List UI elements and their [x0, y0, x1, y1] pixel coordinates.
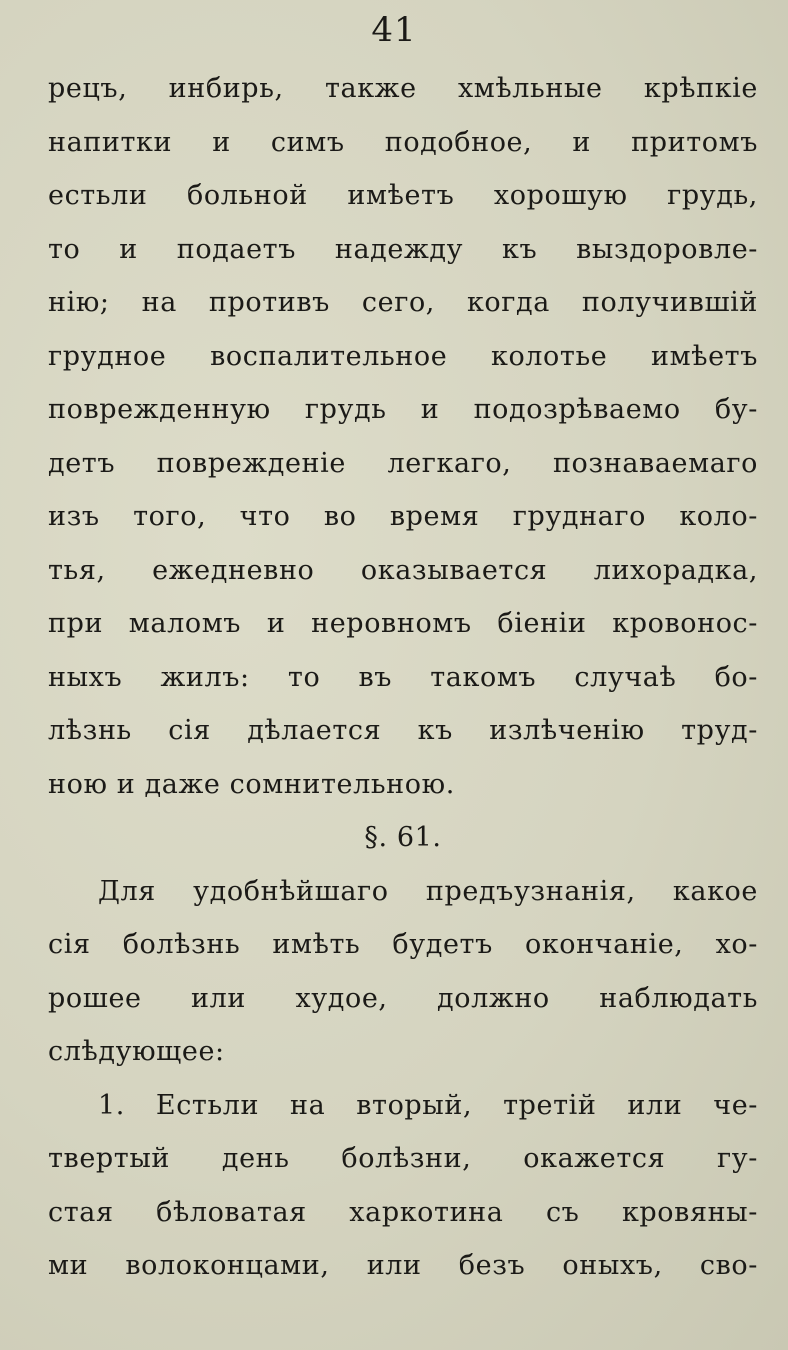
text-line: детъ поврежденіе легкаго, познаваемаго	[48, 447, 758, 479]
text-line: сія болѣзнь имѣть будетъ окончаніе, хо-	[48, 929, 758, 960]
page-body	[48, 62, 758, 1293]
section-heading: §. 61.	[364, 822, 442, 853]
text-line: при маломъ и неровномъ біеніи кровонос-	[48, 608, 758, 639]
text-line: ми волоконцами, или безъ оныхъ, сво-	[48, 1250, 758, 1281]
text-line: слѣдующее:	[48, 1036, 225, 1067]
text-line: напитки и симъ подобное, и притомъ	[48, 126, 758, 158]
text-line: поврежденную грудь и подозрѣваемо бу-	[48, 394, 758, 425]
text-line: ною и даже сомнительною.	[48, 768, 455, 800]
text-line: ныхъ жилъ: то въ такомъ случаѣ бо-	[48, 661, 758, 693]
list-item-line: 1. Естьли на вторый, третій или че-	[98, 1089, 758, 1121]
page-number: 41	[371, 10, 417, 50]
text-line: рошее или худое, должно наблюдать	[48, 982, 758, 1014]
text-line: тья, ежедневно оказывается лихорадка,	[48, 554, 758, 586]
text-line: твертый день болѣзни, окажется гу-	[48, 1143, 758, 1174]
text-line: стая бѣловатая харкотина съ кровяны-	[48, 1196, 758, 1228]
text-line: грудное воспалительное колотье имѣетъ	[48, 340, 758, 372]
text-line: Для удобнѣйшаго предъузнанія, какое	[98, 875, 758, 907]
text-line: рецъ, инбирь, также хмѣльные крѣпкіе	[48, 73, 758, 104]
text-line: лѣзнь сія дѣлается къ излѣченію труд-	[48, 715, 758, 746]
text-line: то и подаетъ надежду къ выздоровле-	[48, 233, 758, 265]
text-line: естьли больной имѣетъ хорошую грудь,	[48, 180, 758, 211]
text-line: изъ того, что во время груднаго коло-	[48, 501, 758, 532]
text-line: нію; на противъ сего, когда получившій	[48, 287, 758, 318]
